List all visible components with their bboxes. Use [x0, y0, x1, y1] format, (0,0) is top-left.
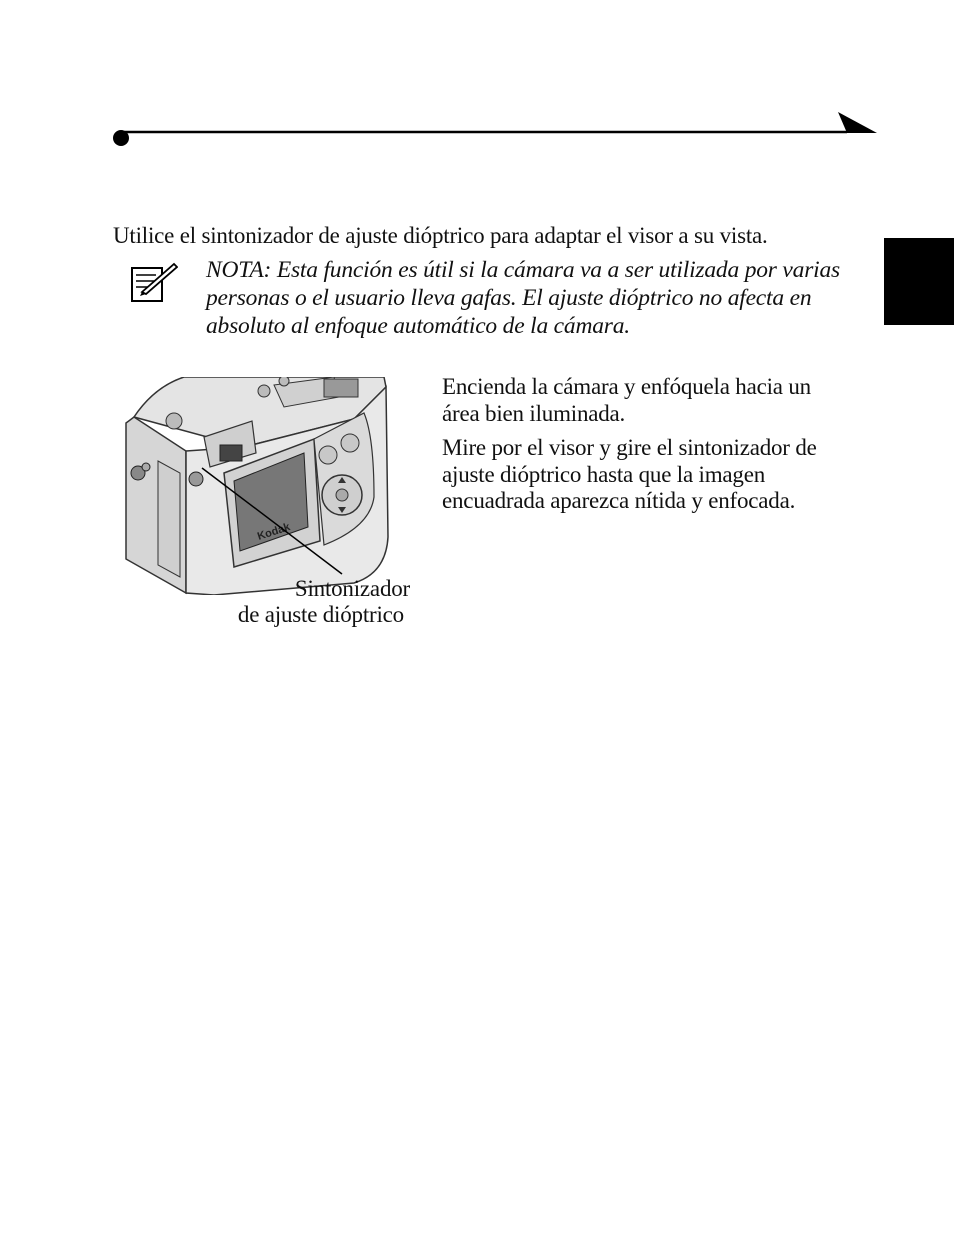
caption-line-2: de ajuste dióptrico [237, 602, 404, 627]
note-pencil-icon [130, 262, 178, 304]
callout-leader-line [180, 450, 360, 590]
header-rule-arrow [112, 112, 877, 148]
step-1: Encienda la cámara y enfóquela hacia un área bien iluminada. [442, 374, 811, 426]
intro-text: Utilice el sintonizador de ajuste dióptrico para adaptar el visor a su vista. [113, 223, 768, 248]
note-text: NOTA: Esta función es útil si la cámara va a ser utilizada por varias personas o el usuario lleva gafas. El ajuste dióptrico no afecta en absoluto al enfoque automático de la cámara. [206, 257, 840, 339]
figure-caption [210, 576, 410, 628]
camera-brand-label: Kodak [255, 521, 292, 543]
section-tab-marker [884, 238, 954, 325]
step-2: Mire por el visor y gire el sintonizador de ajuste dióptrico hasta que la imagen encuadrada aparezca nítida y enfocada. [442, 435, 817, 513]
instruction-steps [442, 374, 852, 523]
caption-line-1: Sintonizador [294, 576, 410, 601]
